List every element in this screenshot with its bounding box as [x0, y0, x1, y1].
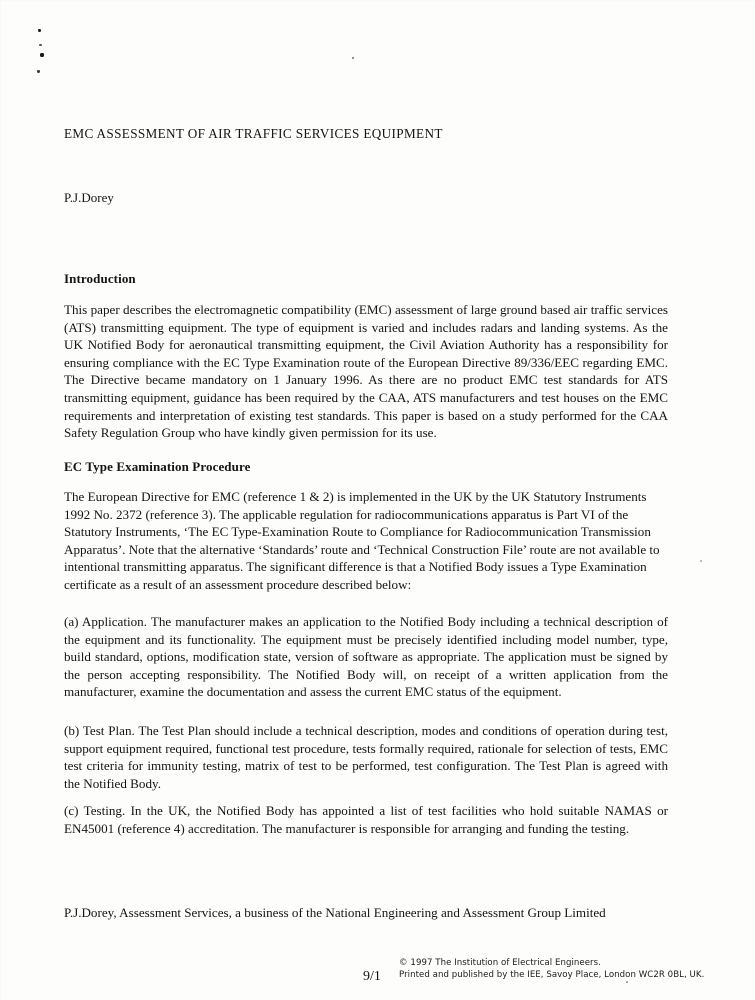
author-affiliation: P.J.Dorey, Assessment Services, a business of the National Engineering and Assessment Group Limited	[64, 905, 606, 920]
page-number: 9/1	[363, 969, 381, 984]
section-body-ec-type-examination-procedure	[64, 488, 668, 594]
testing-paragraph: (c) Testing. In the UK, the Notified Body has appointed a list of test facilities who hold suitable NAMAS or EN45001 (reference 4) accreditation. The manufacturer is responsible for arranging and funding the testing.	[64, 803, 668, 836]
scan-speckle	[39, 44, 42, 46]
procedure-item-testing	[64, 802, 668, 837]
section-heading-ec-type-examination-procedure	[64, 459, 668, 475]
section-body-introduction	[64, 301, 668, 442]
scan-speckle	[38, 29, 41, 32]
page-footer	[0, 957, 755, 997]
procedure-item-application	[64, 613, 668, 701]
scan-speckle	[37, 70, 40, 73]
test-plan-paragraph: (b) Test Plan. The Test Plan should include a technical description, modes and conditions of operation during test, support equipment required, functional test procedure, tests formally required, rationale for selection of tests, EMC test criteria for immunity testing, matrix of test to be performed, test configuration. The Test Plan is agreed with the Notified Body.	[64, 723, 668, 791]
application-paragraph: (a) Application. The manufacturer makes an application to the Notified Body including a technical description of the equipment and its functionality. The equipment must be precisely identified including model number, type, build standard, options, modification state, version of software as appropriate. The application must be signed by the person accepting responsibility. The Notified Body will, on receipt of a written application from the manufacturer, examine the documentation and assess the current EMC status of the equipment.	[64, 614, 668, 700]
introduction-paragraph: This paper describes the electromagnetic compatibility (EMC) assessment of large ground based air traffic services (ATS) transmitting equipment. The type of equipment is varied and includes radars and landing systems. As the UK Notified Body for aeronautical transmitting equipment, the Civil Aviation Authority has a responsibility for ensuring compliance with the EC Type Examination route of the European Directive 89/336/EEC regarding EMC. The Directive became mandatory on 1 January 1996. As there are no product EMC test standards for ATS transmitting equipment, guidance has been required by the CAA, ATS manufacturers and test houses on the EMC requirements and interpretation of existing test standards. This paper is based on a study performed for the CAA Safety Regulation Group who have kindly given permission for its use.	[64, 302, 668, 441]
introduction-heading-text: Introduction	[64, 271, 136, 286]
copyright-line-2: Printed and published by the IEE, Savoy Place, London WC2R 0BL, UK.	[399, 970, 705, 981]
procedure-paragraph: The European Directive for EMC (reference 1 & 2) is implemented in the UK by the UK Statutory Instruments 1992 No. 2372 (reference 3). The applicable regulation for radiocommunications apparatus is Part VI of the Statutory Instruments, ‘The EC Type-Examination Route to Compliance for Radiocommunication Transmission Apparatus’. Note that the alternative ‘Standards’ route and ‘Technical Construction File’ route are not available to intentional transmitting apparatus. The significant difference is that a Notified Body issues a Type Examination certificate as a result of an assessment procedure described below:	[64, 489, 660, 592]
procedure-item-test-plan	[64, 722, 668, 792]
document-title: EMC ASSESSMENT OF AIR TRAFFIC SERVICES EQUIPMENT	[64, 126, 443, 141]
procedure-heading-text: EC Type Examination Procedure	[64, 459, 251, 474]
document-author: P.J.Dorey	[64, 190, 114, 205]
copyright-line-1: © 1997 The Institution of Electrical Engineers.	[399, 958, 601, 968]
copyright-block	[399, 957, 704, 982]
scan-speckle	[352, 57, 354, 59]
scan-speckle	[700, 560, 702, 562]
scan-speckle	[40, 53, 44, 57]
section-heading-introduction	[64, 271, 668, 287]
